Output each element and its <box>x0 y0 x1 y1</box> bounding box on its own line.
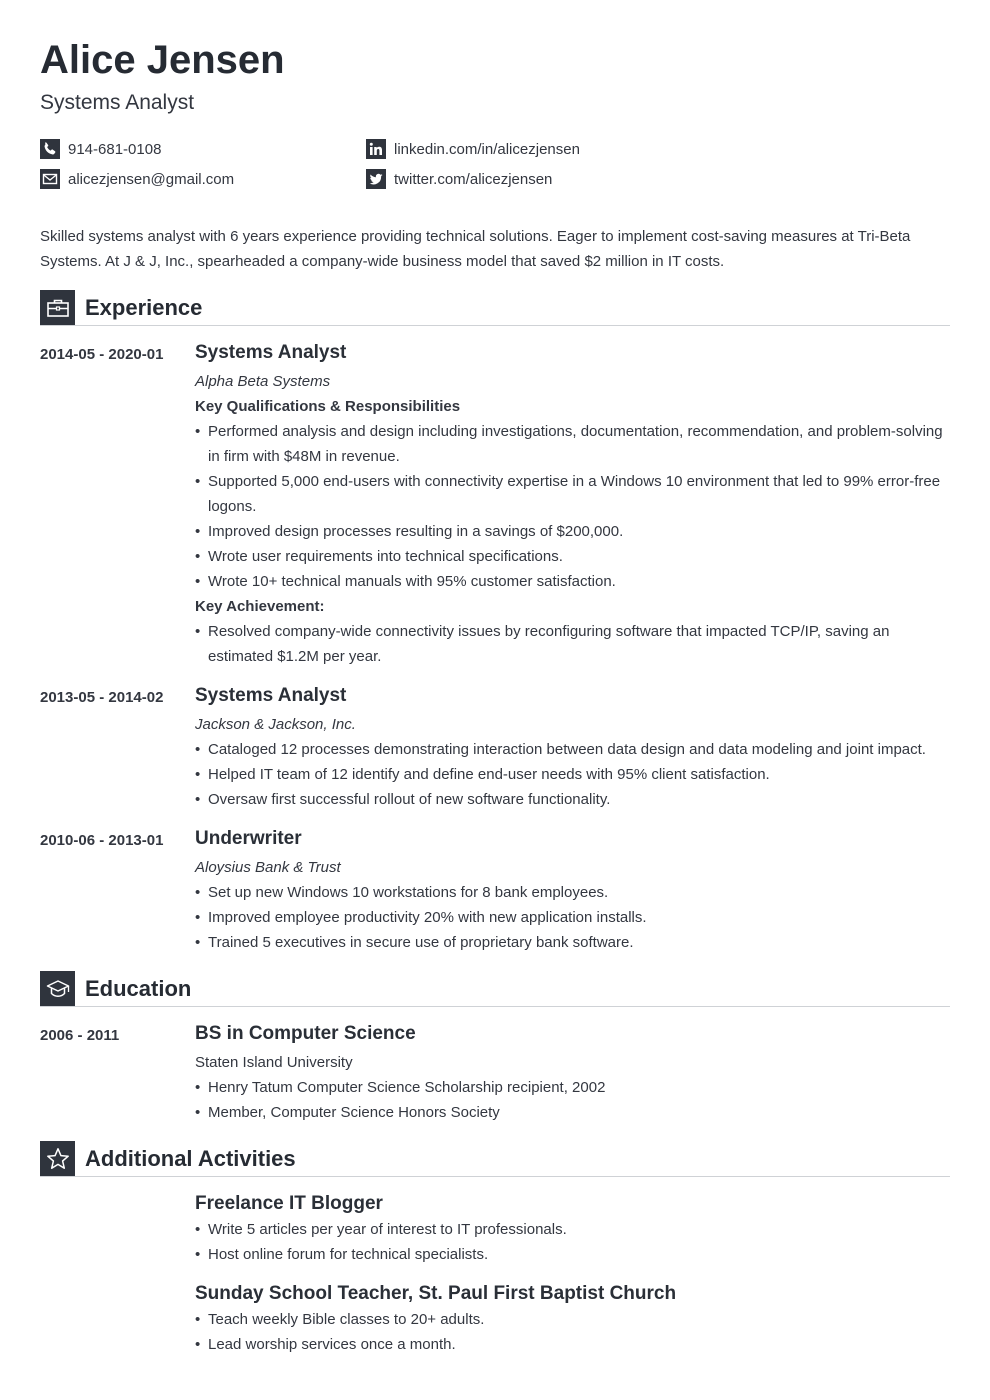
list-item: • Improved design processes resulting in a savings of $200,000. <box>195 519 950 544</box>
activity-list <box>195 1307 950 1357</box>
list-item: • Host online forum for technical specialists. <box>195 1242 950 1267</box>
experience-entry <box>40 826 950 955</box>
entry-dates: 2014-05 - 2020-01 <box>40 346 164 363</box>
activities-title: Additional Activities <box>85 1145 296 1171</box>
activity-title: Sunday School Teacher, St. Paul First Baptist Church <box>195 1283 677 1304</box>
summary-paragraph: Skilled systems analyst with 6 years experience providing technical solutions. Eager to implement cost-saving measures at Tri-Beta Systems. At J & J, Inc., spearheaded a company-wide business model that saved $2 million in IT costs. <box>40 228 911 270</box>
education-entry <box>40 1021 950 1125</box>
qualifications-label: Key Qualifications & Responsibilities <box>195 398 461 415</box>
education-title: Education <box>85 975 192 1001</box>
contact-twitter <box>366 168 766 190</box>
list-item: • Helped IT team of 12 identify and define end-user needs with 95% client satisfaction. <box>195 762 950 787</box>
list-item: • Teach weekly Bible classes to 20+ adults. <box>195 1307 950 1332</box>
contact-phone <box>40 138 366 160</box>
entry-dates: 2006 - 2011 <box>40 1027 120 1044</box>
list-item: • Set up new Windows 10 workstations for 8 bank employees. <box>195 880 950 905</box>
list-item: • Improved employee productivity 20% with new application installs. <box>195 905 950 930</box>
achievement-list <box>195 619 950 669</box>
job-role: Systems Analyst <box>195 685 347 706</box>
list-item: • Performed analysis and design including investigations, documentation, recommendation, and problem-solving in firm with $48M in revenue. <box>195 419 950 469</box>
list-item: • Oversaw first successful rollout of new software functionality. <box>195 787 950 812</box>
entry-dates: 2010-06 - 2013-01 <box>40 832 164 849</box>
education-section-header <box>40 971 950 1007</box>
graduation-cap-icon <box>40 971 75 1006</box>
phone-text: 914-681-0108 <box>68 140 162 158</box>
job-role: Underwriter <box>195 828 302 849</box>
experience-title: Experience <box>85 294 203 320</box>
contact-linkedin <box>366 138 766 160</box>
experience-section-header <box>40 290 950 326</box>
candidate-title: Systems Analyst <box>40 91 195 114</box>
list-item: • Wrote 10+ technical manuals with 95% customer satisfaction. <box>195 569 950 594</box>
experience-entry <box>40 683 950 812</box>
list-item: • Trained 5 executives in secure use of proprietary bank software. <box>195 930 950 955</box>
responsibility-list <box>195 419 950 594</box>
star-icon <box>40 1141 75 1176</box>
entry-dates: 2013-05 - 2014-02 <box>40 689 164 706</box>
activity-entry <box>40 1191 950 1357</box>
achievement-label: Key Achievement: <box>195 598 325 615</box>
candidate-name: Alice Jensen <box>40 38 285 82</box>
list-item: • Wrote user requirements into technical specifications. <box>195 544 950 569</box>
linkedin-icon <box>366 139 386 159</box>
briefcase-icon <box>40 290 75 325</box>
job-role: Systems Analyst <box>195 342 347 363</box>
company-name: Alpha Beta Systems <box>195 373 331 390</box>
contact-list <box>40 138 950 190</box>
envelope-icon <box>40 169 60 189</box>
list-item: • Member, Computer Science Honors Society <box>195 1100 950 1125</box>
list-item: • Supported 5,000 end-users with connectivity expertise in a Windows 10 environment that led to 99% error-free logons. <box>195 469 950 519</box>
email-link[interactable]: alicezjensen@gmail.com <box>68 170 235 188</box>
list-item: • Resolved company-wide connectivity issues by reconfiguring software that impacted TCP/IP, saving an estimated $1.2M per year. <box>195 619 950 669</box>
responsibility-list <box>195 737 950 812</box>
activities-section-header <box>40 1141 950 1177</box>
activity-list <box>195 1217 950 1267</box>
twitter-link[interactable]: twitter.com/alicezjensen <box>394 170 553 188</box>
education-list <box>195 1075 950 1125</box>
list-item: • Write 5 articles per year of interest to IT professionals. <box>195 1217 950 1242</box>
list-item: • Lead worship services once a month. <box>195 1332 950 1357</box>
contact-email <box>40 168 366 190</box>
company-name: Aloysius Bank & Trust <box>195 859 341 876</box>
company-name: Jackson & Jackson, Inc. <box>195 716 356 733</box>
phone-icon <box>40 139 60 159</box>
linkedin-link[interactable]: linkedin.com/in/alicezjensen <box>394 140 580 158</box>
degree-name: BS in Computer Science <box>195 1023 416 1044</box>
experience-entry <box>40 340 950 669</box>
activity-title: Freelance IT Blogger <box>195 1193 383 1214</box>
school-name: Staten Island University <box>195 1054 353 1071</box>
responsibility-list <box>195 880 950 955</box>
list-item: • Cataloged 12 processes demonstrating interaction between data design and data modeling and joint impact. <box>195 737 950 762</box>
list-item: • Henry Tatum Computer Science Scholarship recipient, 2002 <box>195 1075 950 1100</box>
twitter-icon <box>366 169 386 189</box>
